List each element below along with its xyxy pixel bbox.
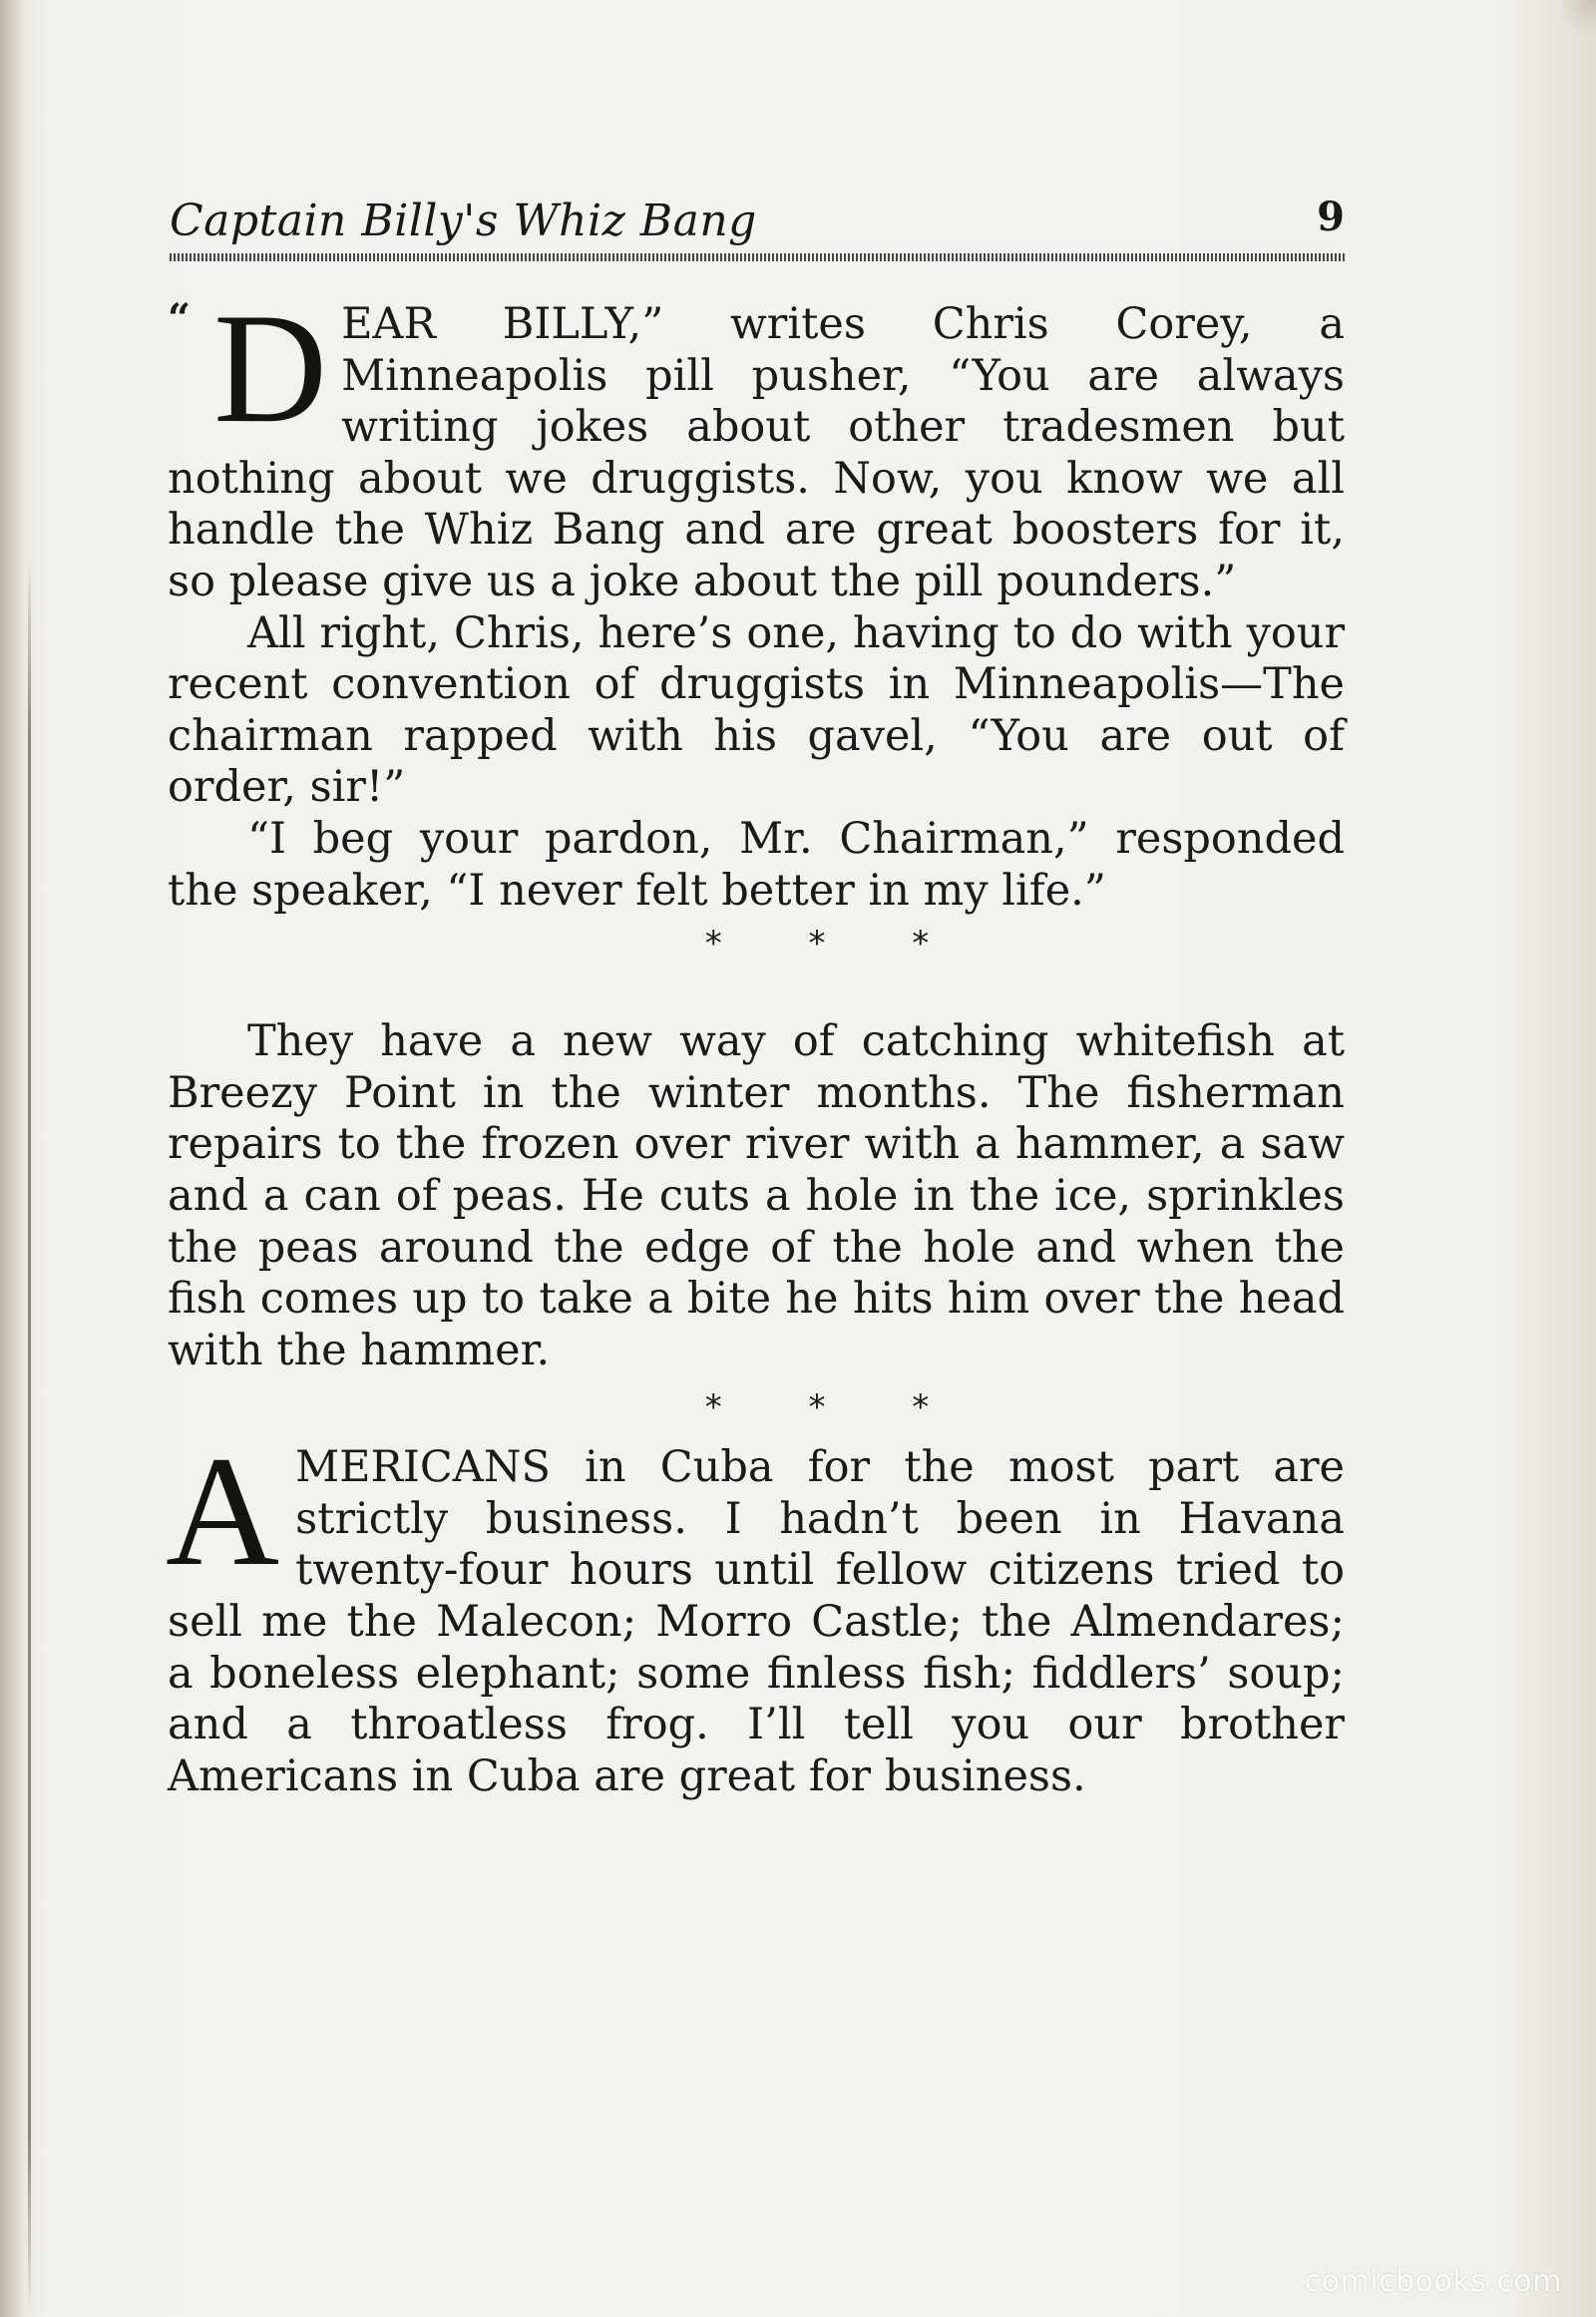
paragraph-chairman: “I beg your pardon, Mr. Chairman,” responded the speaker, “I never felt better in my life.” <box>168 813 1345 916</box>
corner-wear <box>1562 0 1596 40</box>
running-title: Captain Billy's Whiz Bang <box>170 195 757 246</box>
opening-quote-mark: “ <box>168 295 192 342</box>
section-separator: * * * <box>704 1387 968 1428</box>
paragraph-dear-billy <box>168 281 1345 608</box>
drop-cap-d: D <box>213 281 328 456</box>
paragraph-whitefish: They have a new way of catching whitefish at Breezy Point in the winter months. The fisherman repairs to the frozen over river with a hammer, a saw and a can of peas. He cuts a hole in the ice, sprinkles the peas around the edge of the hole and when the fish comes up to take a bite he hits him over the head with the hammer. <box>168 1016 1345 1375</box>
paragraph-text: EAR BILLY,” writes Chris Corey, a Minneapolis pill pusher, “You are always writing jokes about other tradesmen but nothing about we druggists. Now, you know we all handle the Whiz Bang and are great boosters for it, so please give us a joke about the pill pounders.” <box>168 299 1345 606</box>
page-number: 9 <box>1317 193 1345 240</box>
page-spine-shadow <box>0 0 24 2317</box>
article-body <box>166 281 1345 1802</box>
page-header <box>170 195 1345 255</box>
binding-edge <box>28 559 31 2314</box>
section-dear-billy <box>168 281 1345 608</box>
site-watermark: comicbooks.com <box>1304 2264 1562 2299</box>
paragraph-chris-reply: All right, Chris, here’s one, having to do with your recent convention of druggists in Minneapolis—The chairman rapped with his gavel, “You are out of order, sir!” <box>168 607 1345 813</box>
paragraph-americans-in-cuba <box>166 1424 1345 1802</box>
header-rule <box>170 253 1345 261</box>
section-separator: * * * <box>704 924 968 965</box>
paragraph-text: MERICANS in Cuba for the most part are strictly business. I hadn’t been in Havana twenty-four hours until fellow citizens tried to sell me the Malecon; Morro Castle; the Almendares; a boneless elephant; some finless fish; fiddlers’ soup; and a throatless frog. I’ll tell you our brother Americans in Cuba are great for business. <box>168 1442 1345 1801</box>
drop-cap-a: A <box>166 1424 280 1600</box>
